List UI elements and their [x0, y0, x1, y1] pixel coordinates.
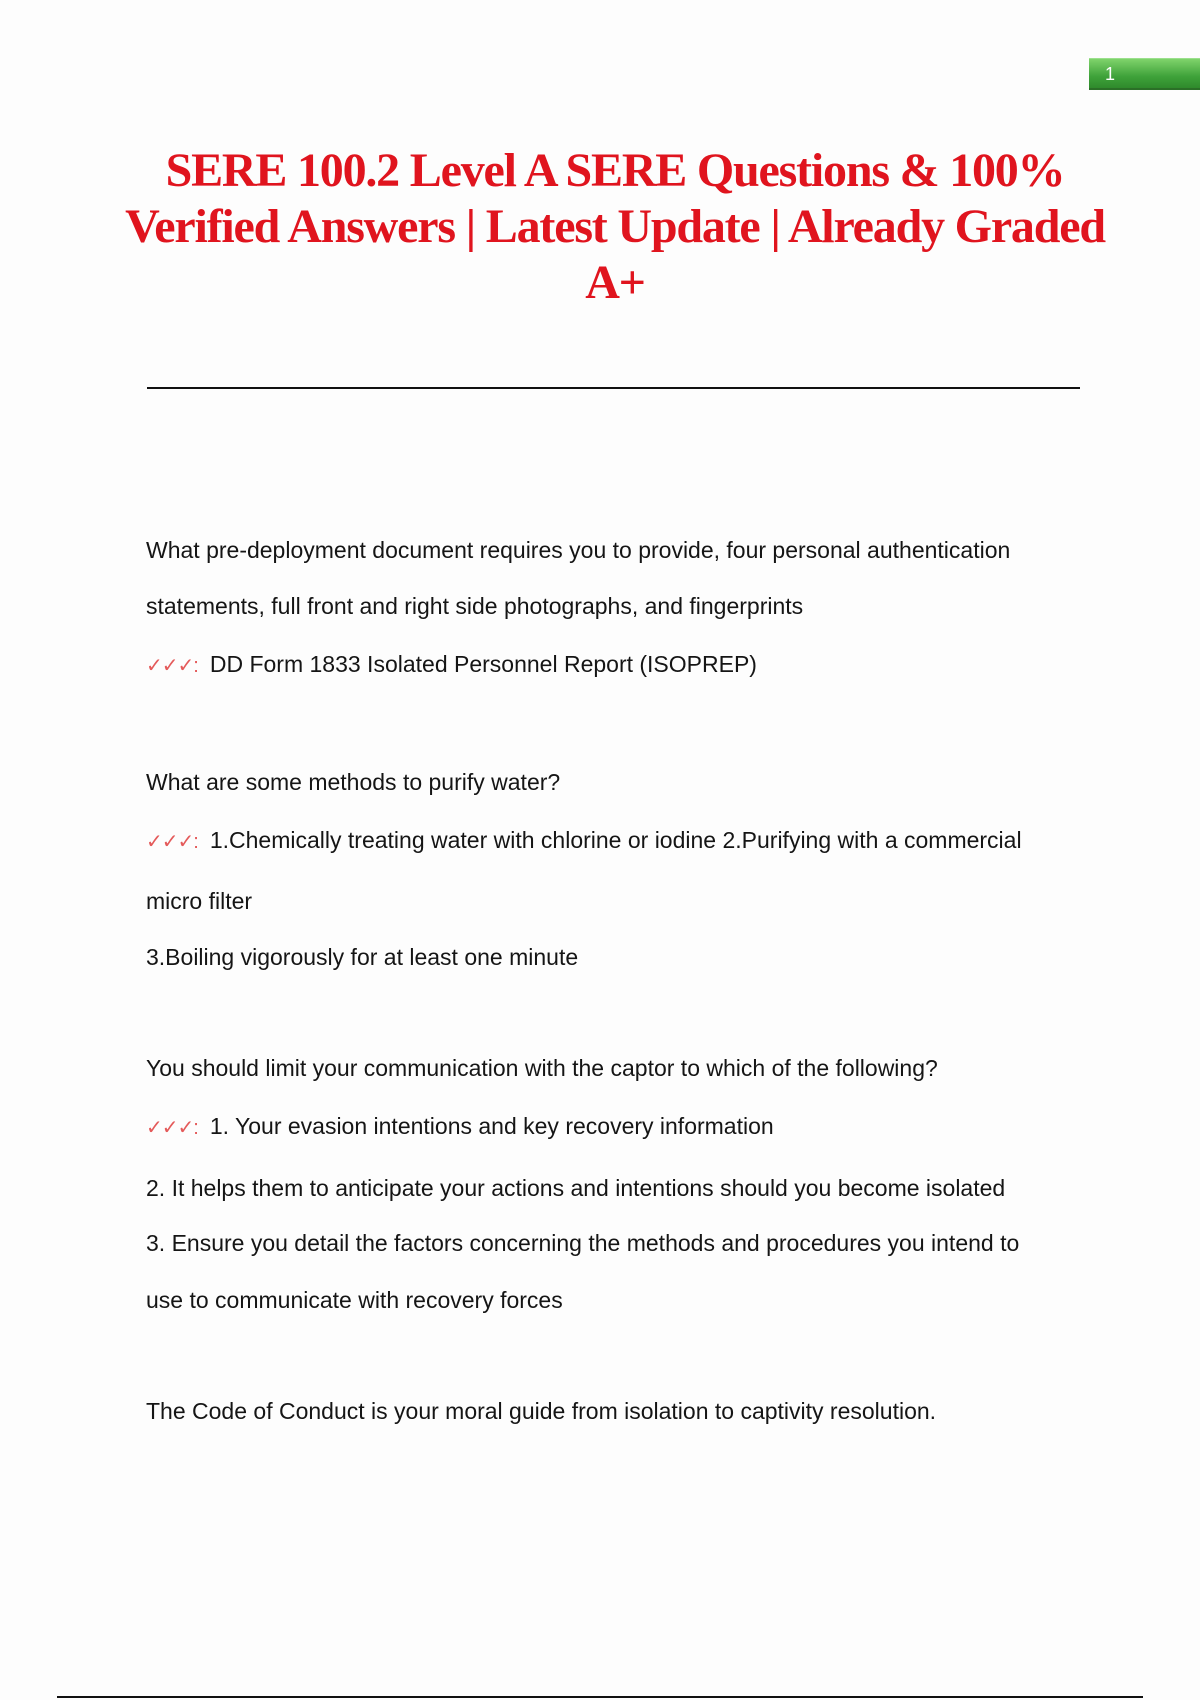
answer-2-line-2: micro filter [146, 888, 253, 914]
answer-3-text: 1. Your evasion intentions and key recovery information [209, 1113, 774, 1139]
answer-3-line-3: 3. Ensure you detail the factors concerning the methods and procedures you intend to [146, 1230, 1020, 1256]
document-title: SERE 100.2 Level A SERE Questions & 100% Verified Answers | Latest Update | Already Graded A+ [125, 144, 1105, 309]
answer-2-text: 1.Chemically treating water with chlorine or iodine 2.Purifying with a commercial [209, 827, 1022, 853]
answer-1-line-1 [146, 649, 757, 681]
answer-2-line-3: 3.Boiling vigorously for at least one minute [146, 944, 579, 970]
page-number-badge: 1 [1089, 58, 1200, 90]
answer-1-text: DD Form 1833 Isolated Personnel Report (ISOPREP) [209, 651, 757, 677]
question-2-line-1: What are some methods to purify water? [146, 769, 561, 795]
question-1-line-1: What pre-deployment document requires you to provide, four personal authentication [146, 537, 1011, 563]
answer-3-line-1 [146, 1111, 774, 1143]
answer-3-line-4: use to communicate with recovery forces [146, 1287, 563, 1313]
check-marks-icon: ✓✓✓: [146, 831, 198, 853]
title-divider [147, 387, 1080, 389]
check-marks-icon: ✓✓✓: [146, 1117, 198, 1139]
question-1-line-2: statements, full front and right side photographs, and fingerprints [146, 593, 804, 619]
check-marks-icon: ✓✓✓: [146, 655, 198, 677]
question-3-line-1: You should limit your communication with the captor to which of the following? [146, 1055, 938, 1081]
footer-divider [57, 1696, 1143, 1698]
answer-3-line-2: 2. It helps them to anticipate your actions and intentions should you become isolated [146, 1175, 1006, 1201]
question-4-line-1: The Code of Conduct is your moral guide from isolation to captivity resolution. [146, 1398, 937, 1424]
answer-2-line-1 [146, 825, 1022, 857]
